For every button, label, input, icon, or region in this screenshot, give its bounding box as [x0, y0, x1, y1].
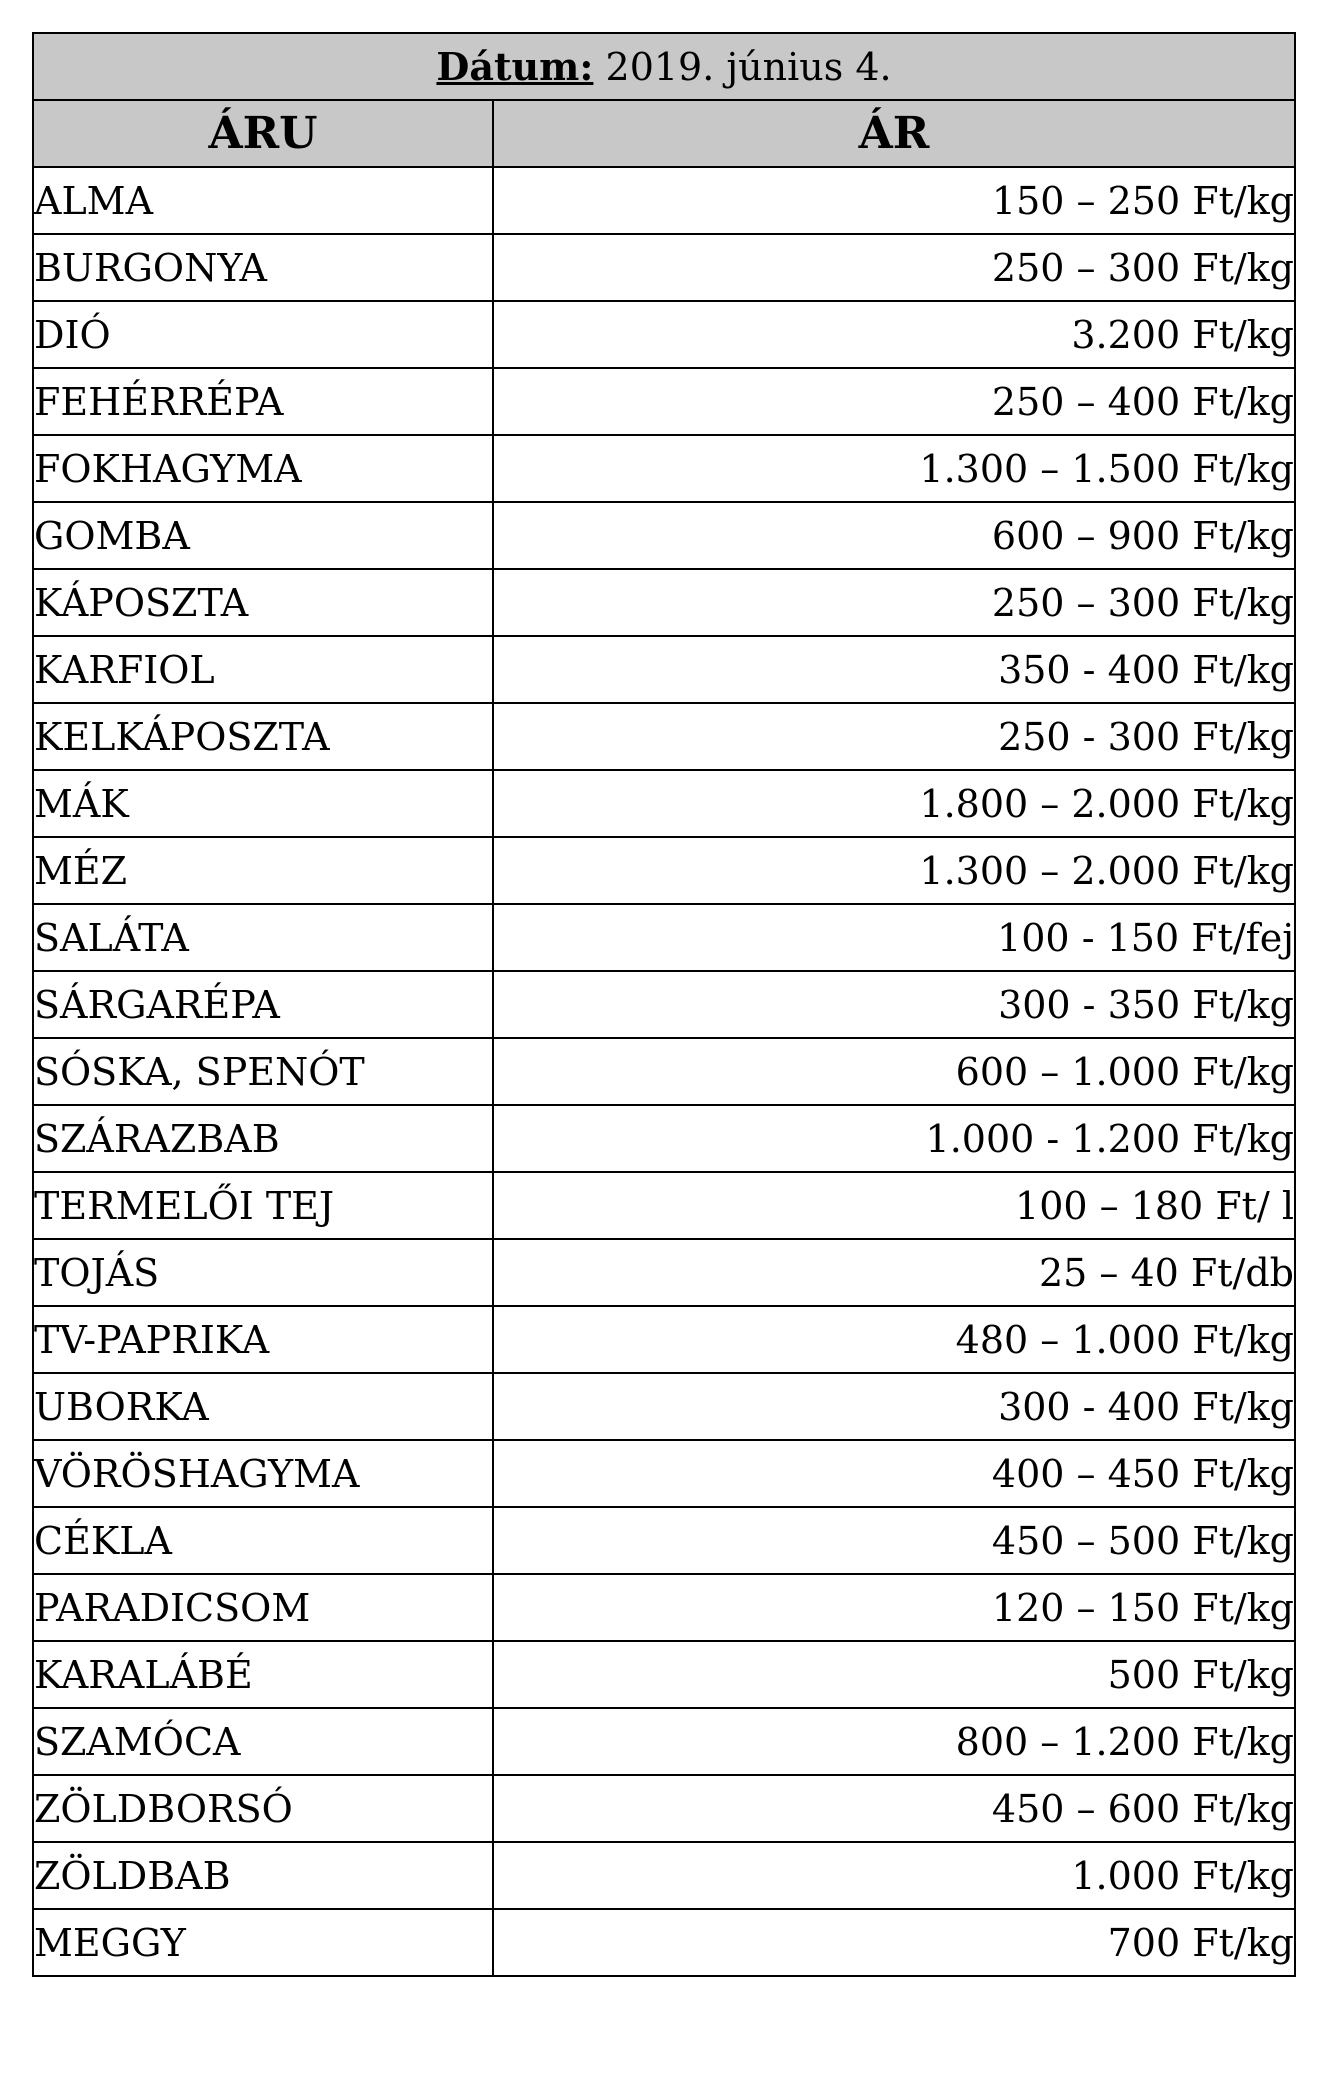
- date-label: Dátum:: [436, 43, 594, 89]
- item-name: SZÁRAZBAB: [33, 1105, 493, 1172]
- table-row: [33, 234, 1295, 301]
- item-price: 100 – 180 Ft/ l: [493, 1172, 1295, 1239]
- table-row: [33, 435, 1295, 502]
- table-row: [33, 1507, 1295, 1574]
- item-price: 480 – 1.000 Ft/kg: [493, 1306, 1295, 1373]
- item-name: CÉKLA: [33, 1507, 493, 1574]
- table-body: [33, 167, 1295, 1976]
- date-row: [33, 33, 1295, 100]
- date-cell: [33, 33, 1295, 100]
- item-price: 1.000 Ft/kg: [493, 1842, 1295, 1909]
- item-price: 250 – 400 Ft/kg: [493, 368, 1295, 435]
- item-name: UBORKA: [33, 1373, 493, 1440]
- table-row: [33, 971, 1295, 1038]
- header-item: ÁRU: [33, 100, 493, 167]
- item-name: ZÖLDBAB: [33, 1842, 493, 1909]
- table-row: [33, 1239, 1295, 1306]
- item-name: FOKHAGYMA: [33, 435, 493, 502]
- item-price: 500 Ft/kg: [493, 1641, 1295, 1708]
- item-name: MÉZ: [33, 837, 493, 904]
- item-price: 150 – 250 Ft/kg: [493, 167, 1295, 234]
- item-name: SÁRGARÉPA: [33, 971, 493, 1038]
- item-name: TV-PAPRIKA: [33, 1306, 493, 1373]
- table-row: [33, 1641, 1295, 1708]
- item-name: ALMA: [33, 167, 493, 234]
- date-value: 2019. június 4.: [605, 44, 892, 89]
- item-name: SALÁTA: [33, 904, 493, 971]
- table-row: [33, 1909, 1295, 1976]
- item-price: 300 - 400 Ft/kg: [493, 1373, 1295, 1440]
- table-row: [33, 1306, 1295, 1373]
- table-row: [33, 1775, 1295, 1842]
- item-price: 350 - 400 Ft/kg: [493, 636, 1295, 703]
- table-row: [33, 1708, 1295, 1775]
- item-name: SÓSKA, SPENÓT: [33, 1038, 493, 1105]
- table-row: [33, 1373, 1295, 1440]
- item-name: PARADICSOM: [33, 1574, 493, 1641]
- item-name: DIÓ: [33, 301, 493, 368]
- table-row: [33, 1038, 1295, 1105]
- item-price: 600 – 1.000 Ft/kg: [493, 1038, 1295, 1105]
- table-row: [33, 1172, 1295, 1239]
- item-name: TOJÁS: [33, 1239, 493, 1306]
- item-price: 600 – 900 Ft/kg: [493, 502, 1295, 569]
- item-name: FEHÉRRÉPA: [33, 368, 493, 435]
- table-row: [33, 703, 1295, 770]
- item-name: KARFIOL: [33, 636, 493, 703]
- item-price: 700 Ft/kg: [493, 1909, 1295, 1976]
- item-price: 1.000 - 1.200 Ft/kg: [493, 1105, 1295, 1172]
- item-price: 25 – 40 Ft/db: [493, 1239, 1295, 1306]
- header-price: ÁR: [493, 100, 1295, 167]
- item-price: 300 - 350 Ft/kg: [493, 971, 1295, 1038]
- item-price: 1.800 – 2.000 Ft/kg: [493, 770, 1295, 837]
- table-row: [33, 1842, 1295, 1909]
- table-row: [33, 502, 1295, 569]
- table-row: [33, 167, 1295, 234]
- item-price: 250 - 300 Ft/kg: [493, 703, 1295, 770]
- table-row: [33, 636, 1295, 703]
- table-row: [33, 368, 1295, 435]
- item-price: 1.300 – 1.500 Ft/kg: [493, 435, 1295, 502]
- table-row: [33, 301, 1295, 368]
- item-price: 400 – 450 Ft/kg: [493, 1440, 1295, 1507]
- item-name: SZAMÓCA: [33, 1708, 493, 1775]
- item-name: VÖRÖSHAGYMA: [33, 1440, 493, 1507]
- item-name: ZÖLDBORSÓ: [33, 1775, 493, 1842]
- item-name: TERMELŐI TEJ: [33, 1172, 493, 1239]
- item-name: KARALÁBÉ: [33, 1641, 493, 1708]
- table-row: [33, 1440, 1295, 1507]
- item-price: 120 – 150 Ft/kg: [493, 1574, 1295, 1641]
- item-price: 450 – 600 Ft/kg: [493, 1775, 1295, 1842]
- item-price: 250 – 300 Ft/kg: [493, 234, 1295, 301]
- table-row: [33, 770, 1295, 837]
- item-name: MÁK: [33, 770, 493, 837]
- item-price: 1.300 – 2.000 Ft/kg: [493, 837, 1295, 904]
- item-name: GOMBA: [33, 502, 493, 569]
- item-name: MEGGY: [33, 1909, 493, 1976]
- item-price: 3.200 Ft/kg: [493, 301, 1295, 368]
- table-row: [33, 837, 1295, 904]
- table-row: [33, 569, 1295, 636]
- table-row: [33, 1105, 1295, 1172]
- price-table: [32, 32, 1296, 1977]
- item-price: 100 - 150 Ft/fej: [493, 904, 1295, 971]
- header-row: [33, 100, 1295, 167]
- item-price: 800 – 1.200 Ft/kg: [493, 1708, 1295, 1775]
- item-name: KÁPOSZTA: [33, 569, 493, 636]
- item-price: 450 – 500 Ft/kg: [493, 1507, 1295, 1574]
- item-name: KELKÁPOSZTA: [33, 703, 493, 770]
- table-row: [33, 1574, 1295, 1641]
- table-row: [33, 904, 1295, 971]
- item-name: BURGONYA: [33, 234, 493, 301]
- item-price: 250 – 300 Ft/kg: [493, 569, 1295, 636]
